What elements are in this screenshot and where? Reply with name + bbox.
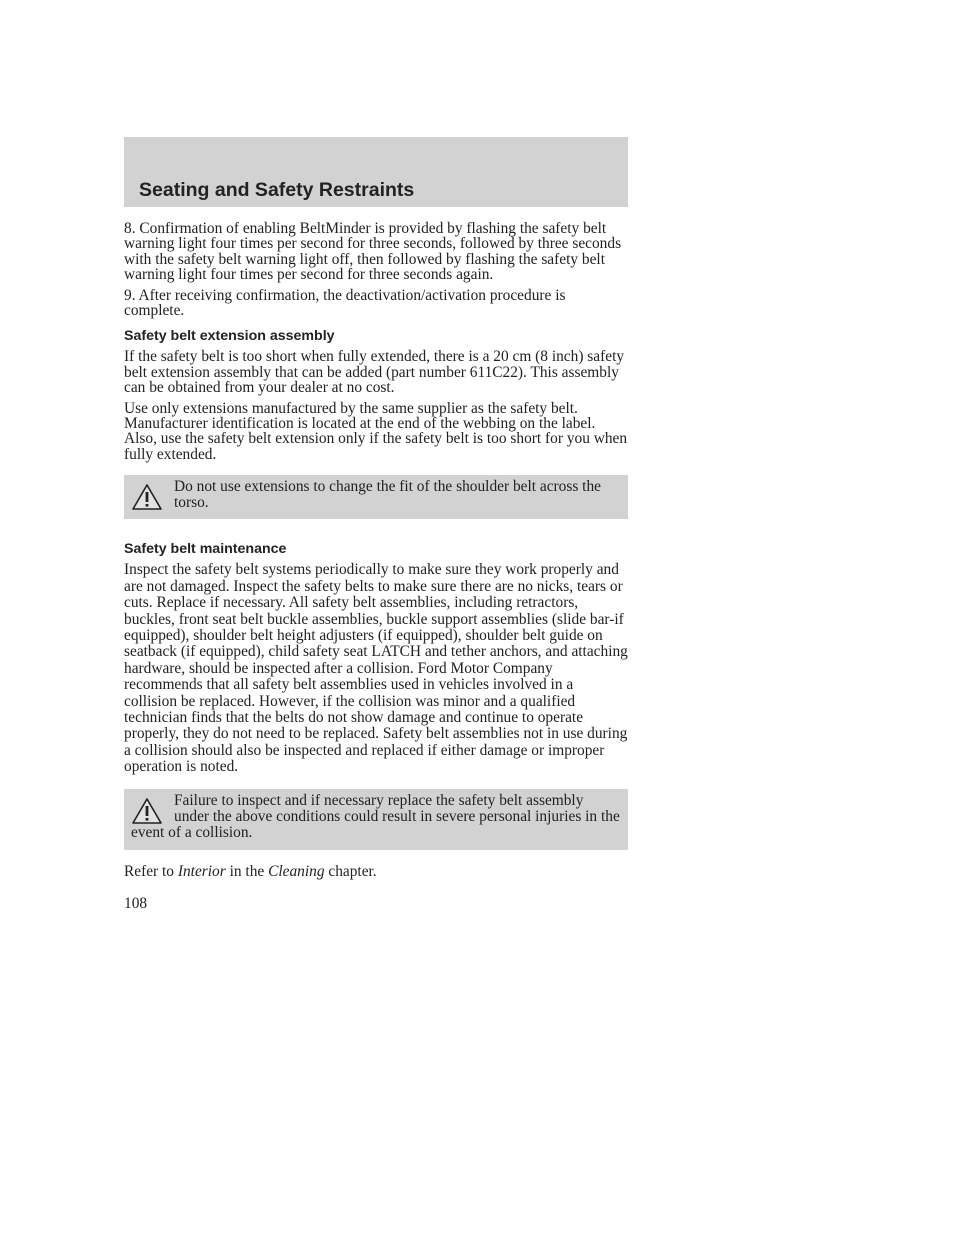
refer-line [124,864,628,880]
maintenance-heading: Safety belt maintenance [124,541,287,558]
cleaning-reference: Cleaning [268,863,325,881]
section-title: Seating and Safety Restraints [139,179,415,201]
paragraph-step-9: 9. After receiving confirmation, the deactivation/activation procedure is complete. [124,286,566,320]
warning-triangle-icon [131,797,165,825]
paragraph-step-8: 8. Confirmation of enabling BeltMinder is provided by flashing the safety belt warning light four times per second for three seconds, followed by three seconds with the safety belt warning light off, then followed by flashing the safety belt warning light four times per second for three seconds again. [124,220,622,284]
extension-heading: Safety belt extension assembly [124,328,335,345]
maintenance-paragraph: Inspect the safety belt systems periodically to make sure they work properly and are not damaged. Inspect the safety belts to make sure there are no nicks, tears or cuts. Replace if necessary. All safety belt assemblies, including retractors, buckles, front seat belt buckle assemblies, buckle support assemblies (slide bar-if equipped), shoulder belt height adjusters (if equipped), shoulder belt guide on seatback (if equipped), child safety seat LATCH and tether anchors, and attaching hardware, should be inspected after a collision. Ford Motor Company recommends that all safety belt assemblies used in vehicles involved in a collision be replaced. However, if the collision was minor and a qualified technician finds that the belts do not show damage and continue to operate properly, they do not need to be replaced. Safety belt assemblies not in use during a collision should also be inspected and replaced if either damage or improper operation is noted. [124,561,628,776]
refer-suffix: chapter. [324,863,377,881]
extension-warning-text: Do not use extensions to change the fit of the shoulder belt across the torso. [174,478,601,512]
warning-triangle-icon [131,483,165,511]
extension-paragraph-1: If the safety belt is too short when fully extended, there is a 20 cm (8 inch) safety belt extension assembly that can be added (part number 611C22). This assembly can be obtained from your dealer at no cost. [124,348,625,397]
refer-prefix: Refer to [124,863,178,881]
section-header [124,137,628,207]
extension-paragraph-2: Use only extensions manufactured by the same supplier as the safety belt. Manufacturer identification is located at the end of the webbing on the label. Also, use the safety belt extension only if the safety belt is too short for you when fully extended. [124,399,628,463]
refer-middle: in the [225,863,269,881]
page-content [124,221,628,912]
maintenance-warning-box [124,789,628,851]
interior-reference: Interior [177,863,226,881]
extension-warning-box [124,475,628,519]
maintenance-warning-text: Failure to inspect and if necessary replace the safety belt assembly under the above conditions could result in severe personal injuries in the event of a collision. [131,791,620,841]
page-number: 108 [124,895,148,913]
